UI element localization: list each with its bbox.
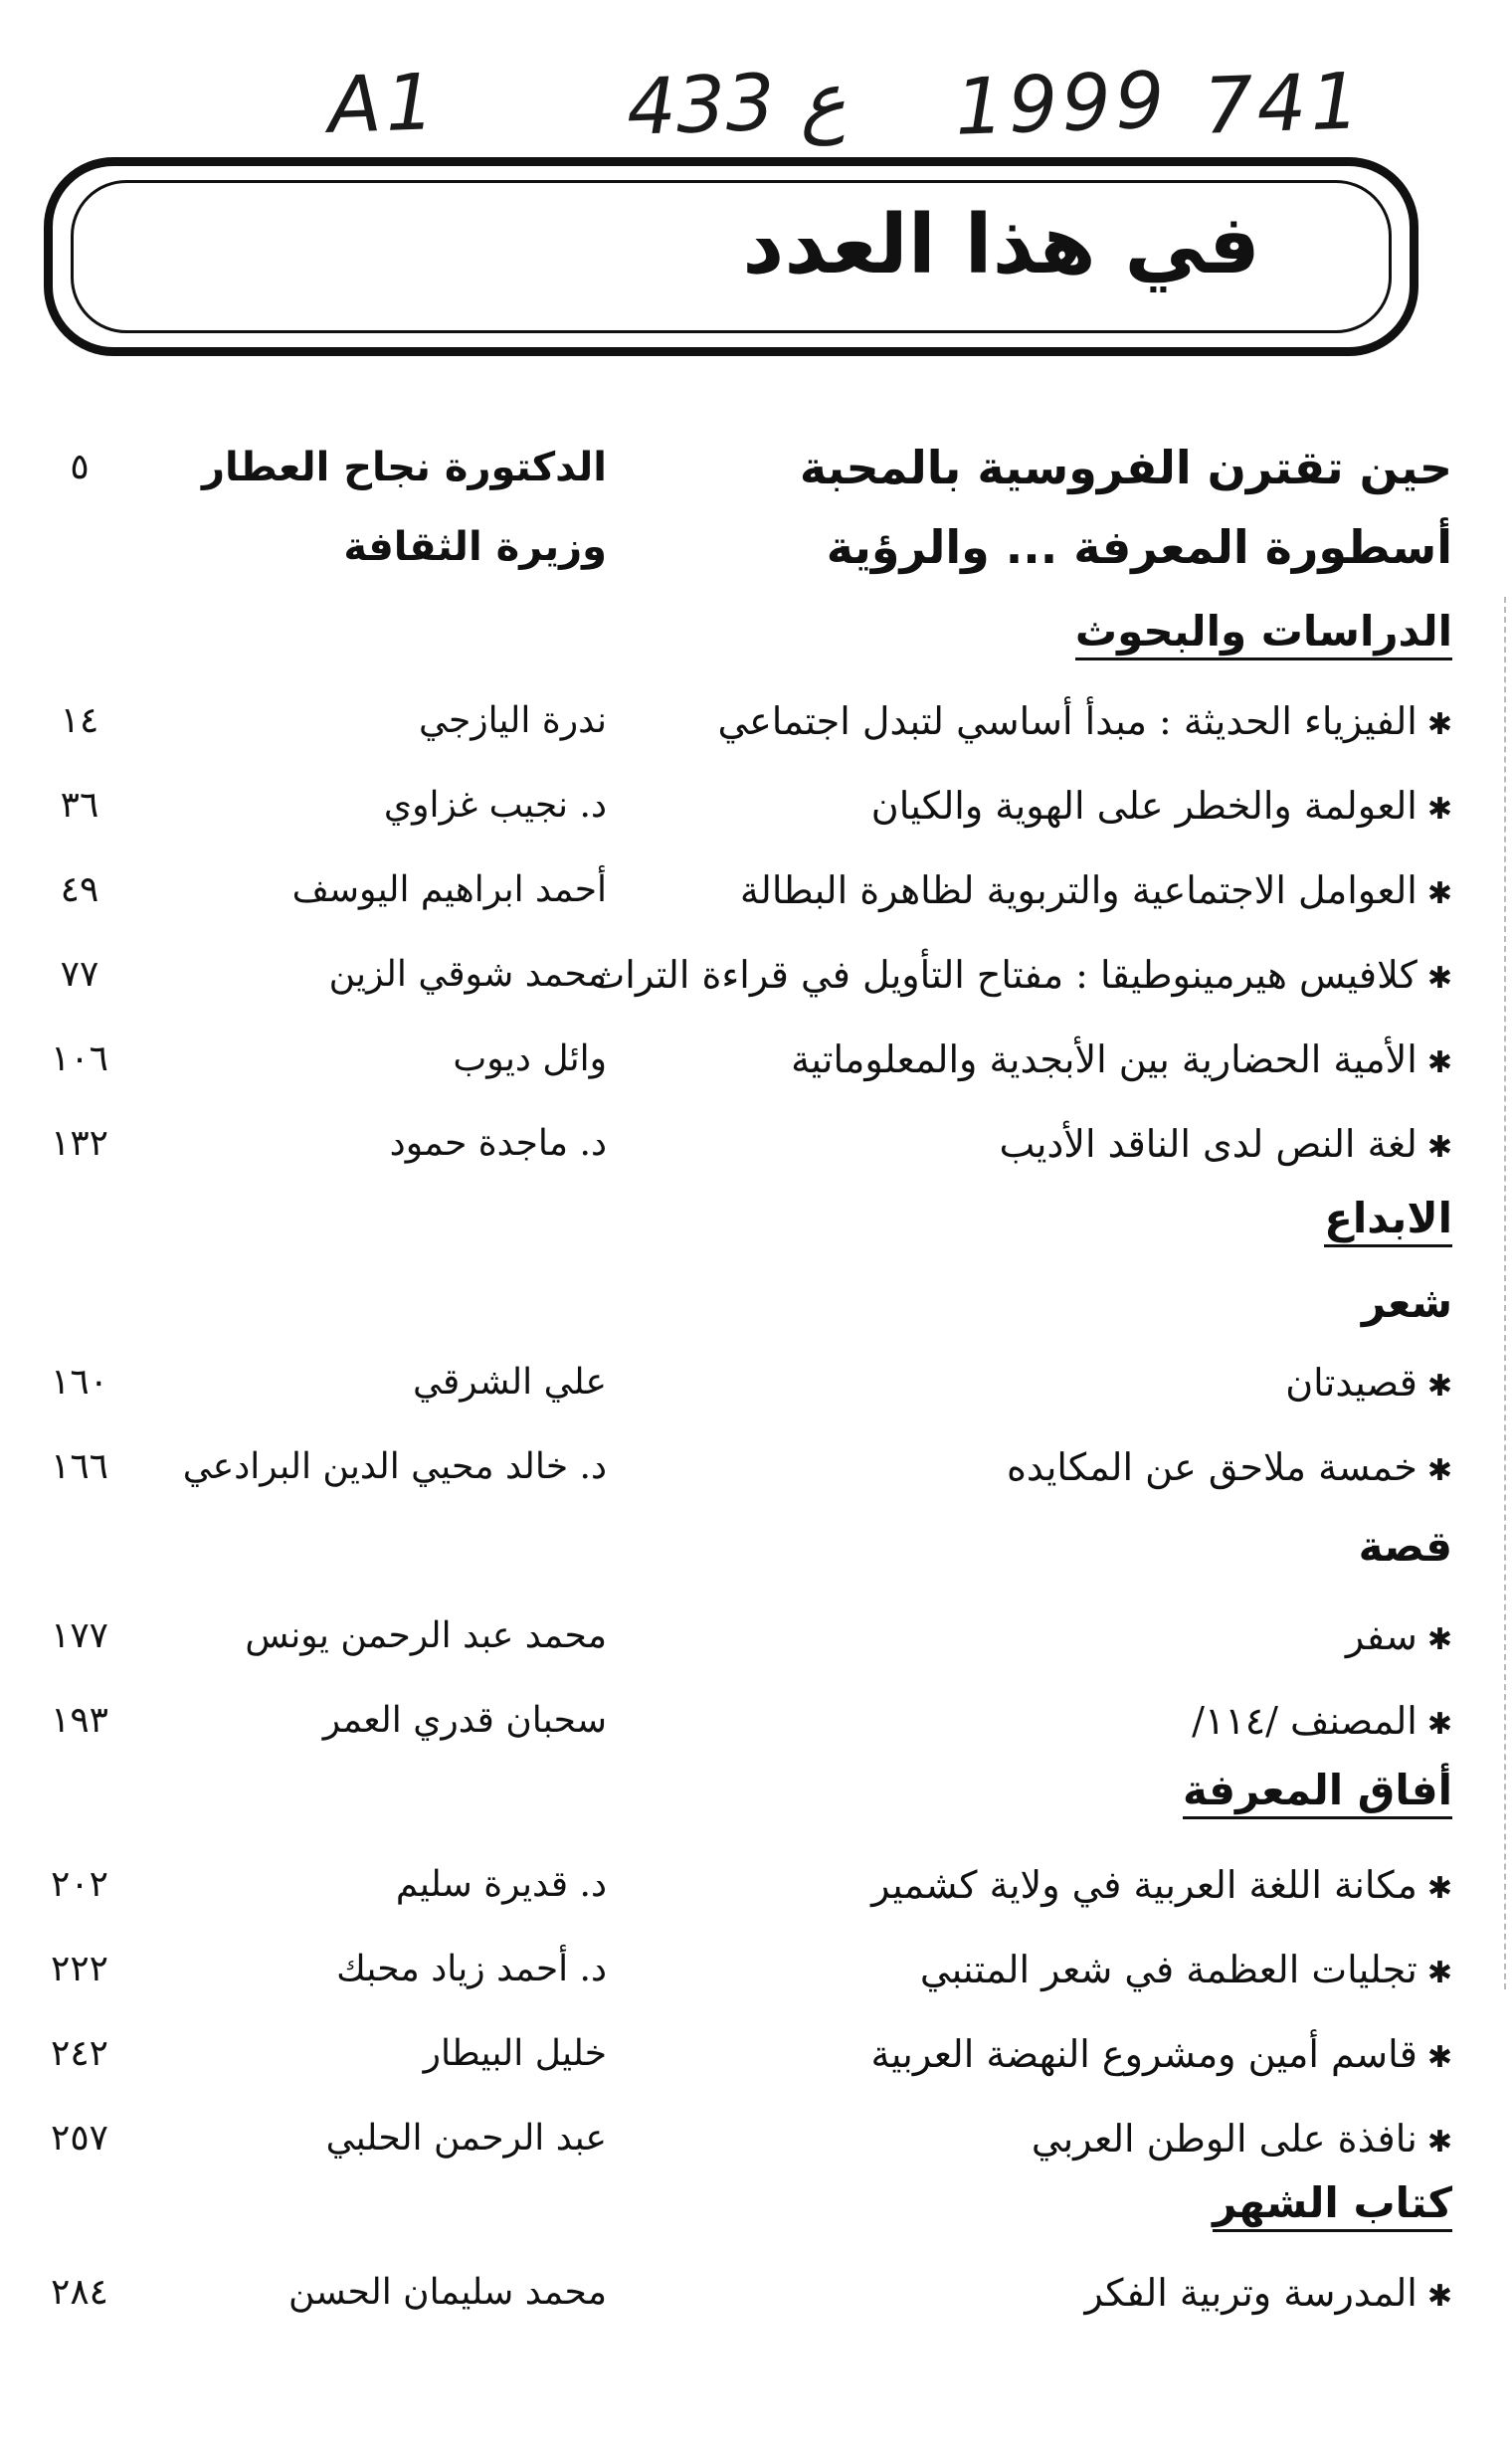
entry-page: ١٤ [60,700,99,741]
entry-title [791,1025,1452,1098]
entry-title [870,2019,1452,2093]
asterisk-bullet-icon: ✱ [1426,2125,1452,2160]
asterisk-bullet-icon: ✱ [1426,1707,1452,1742]
section-heading-studies: الدراسات والبحوث [1075,607,1452,660]
entry-author: وزيرة الثقافة [343,524,607,570]
entry-page: ١٠٦ [50,1038,108,1079]
asterisk-bullet-icon: ✱ [1426,961,1452,996]
asterisk-bullet-icon: ✱ [1426,1369,1452,1404]
title-frame [44,157,1418,356]
asterisk-bullet-icon: ✱ [1426,876,1452,911]
section-heading-story: قصة [1358,1522,1452,1571]
asterisk-bullet-icon: ✱ [1426,1622,1452,1657]
entry-title [1192,1686,1452,1760]
handwritten-a1: A1 [326,58,441,151]
toc-row [0,1935,1512,2004]
section-heading-book: كتاب الشهر [1213,2178,1452,2232]
entry-author: عبد الرحمن الحلبي [325,2118,607,2159]
entry-title-text: خمسة ملاحق عن المكايده [1006,1445,1418,1489]
entry-title [871,1850,1452,1924]
entry-page: ٢٤٢ [50,2033,108,2074]
entry-title: أسطورة المعرفة ... والرؤية [826,520,1452,574]
section-heading-horizons: أفاق المعرفة [1183,1766,1452,1819]
entry-title [740,855,1452,929]
entry-author: وائل ديوب [453,1038,607,1079]
entry-page: ١٦٦ [50,1446,108,1487]
toc-row [0,2258,1512,2328]
toc-row-editorial-1 [0,433,1512,502]
asterisk-bullet-icon: ✱ [1426,792,1452,827]
entry-title [1000,1109,1453,1183]
toc-row [0,855,1512,925]
entry-author: سحبان قدري العمر [322,1700,607,1741]
asterisk-bullet-icon: ✱ [1426,1956,1452,1990]
entry-title [1084,2258,1452,2332]
section-heading-poetry: شعر [1361,1278,1452,1327]
asterisk-bullet-icon: ✱ [1426,1130,1452,1165]
entry-title-text: المصنف /١١٤/ [1192,1699,1418,1743]
entry-author: علي الشرقي [412,1362,607,1403]
entry-author: محمد شوقي الزين [328,954,607,995]
entry-title-text: قاسم أمين ومشروع النهضة العربية [870,2032,1418,2076]
toc-row [0,1686,1512,1756]
page-title: في هذا العدد [742,198,1260,292]
entry-title [590,940,1453,1014]
entry-title-text: نافذة على الوطن العربي [1031,2117,1418,2161]
entry-author: د. نجيب غزاوي [383,785,607,826]
entry-title-text: المدرسة وتربية الفكر [1084,2271,1418,2315]
entry-author: محمد عبد الرحمن يونس [245,1615,607,1656]
entry-title-text: قصيدتان [1285,1361,1418,1405]
entry-title-text: العوامل الاجتماعية والتربوية لظاهرة البطالة [739,868,1418,912]
entry-title-text: العولمة والخطر على الهوية والكيان [870,784,1418,828]
entry-page: ٧٧ [60,954,99,995]
toc-row [0,686,1512,756]
entry-page: ٣٦ [60,785,99,826]
asterisk-bullet-icon: ✱ [1426,1045,1452,1080]
handwritten-number-3: 741 [1202,57,1366,152]
toc-row [0,2104,1512,2173]
handwritten-number-1: 433 ع [625,56,848,153]
toc-row-editorial-2 [0,512,1512,582]
entry-page: ٢٥٧ [50,2118,108,2159]
entry-title-text: تجليات العظمة في شعر المتنبي [919,1948,1418,1991]
entry-title [920,1935,1452,2008]
entry-page: ٢٢٢ [50,1949,108,1989]
entry-author: ندرة اليازجي [418,700,607,741]
toc-row [0,1601,1512,1671]
toc-row [0,1348,1512,1417]
entry-title-text: الأمية الحضارية بين الأبجدية والمعلوماتية [791,1037,1418,1081]
entry-page: ١٩٣ [50,1700,108,1741]
toc-row [0,2019,1512,2089]
entry-title-text: الفيزياء الحديثة : مبدأ أساسي لتبدل اجتماعي [717,699,1418,743]
entry-author: د. قديرة سليم [395,1864,607,1905]
toc-row [0,771,1512,841]
handwritten-number-2: 1999 [953,56,1171,153]
entry-author: د. ماجدة حمود [389,1123,607,1164]
asterisk-bullet-icon: ✱ [1426,2279,1452,2314]
entry-page: ١٣٢ [50,1123,108,1164]
asterisk-bullet-icon: ✱ [1426,1871,1452,1906]
asterisk-bullet-icon: ✱ [1426,2040,1452,2075]
entry-title-text: لغة النص لدى الناقد الأديب [999,1122,1418,1166]
section-heading-creativity: الابداع [1324,1194,1452,1247]
entry-title-text: مكانة اللغة العربية في ولاية كشمير [871,1863,1418,1907]
entry-page: ١٧٧ [50,1615,108,1656]
entry-title-text: سفر [1345,1614,1418,1658]
entry-title: حين تقترن الفروسية بالمحبة [799,441,1452,494]
entry-title [1346,1601,1452,1675]
entry-title [1007,1432,1452,1506]
entry-author: خليل البيطار [423,2033,607,2074]
entry-title [1285,1348,1452,1421]
entry-title [717,686,1452,760]
toc-row [0,1109,1512,1179]
entry-page: ٢٨٤ [50,2272,108,2313]
entry-author: محمد سليمان الحسن [287,2272,607,2313]
entry-page: ١٦٠ [50,1362,108,1403]
asterisk-bullet-icon: ✱ [1426,707,1452,742]
entry-author: الدكتورة نجاح العطار [201,445,607,490]
entry-title-text: كلافيس هيرمينوطيقا : مفتاح التأويل في قراءة التراث [589,953,1418,997]
entry-author: د. خالد محيي الدين البرادعي [182,1446,607,1487]
toc-row [0,1432,1512,1502]
entry-author: د. أحمد زياد محبك [336,1949,607,1989]
entry-page: ٢٠٢ [50,1864,108,1905]
entry-page: ٥ [70,447,90,487]
entry-author: أحمد ابراهيم اليوسف [291,869,607,910]
asterisk-bullet-icon: ✱ [1426,1453,1452,1488]
entry-page: ٤٩ [60,869,99,910]
entry-title [871,771,1452,845]
entry-title [1032,2104,1452,2177]
toc-row [0,940,1512,1010]
toc-row [0,1850,1512,1920]
toc-row [0,1025,1512,1094]
